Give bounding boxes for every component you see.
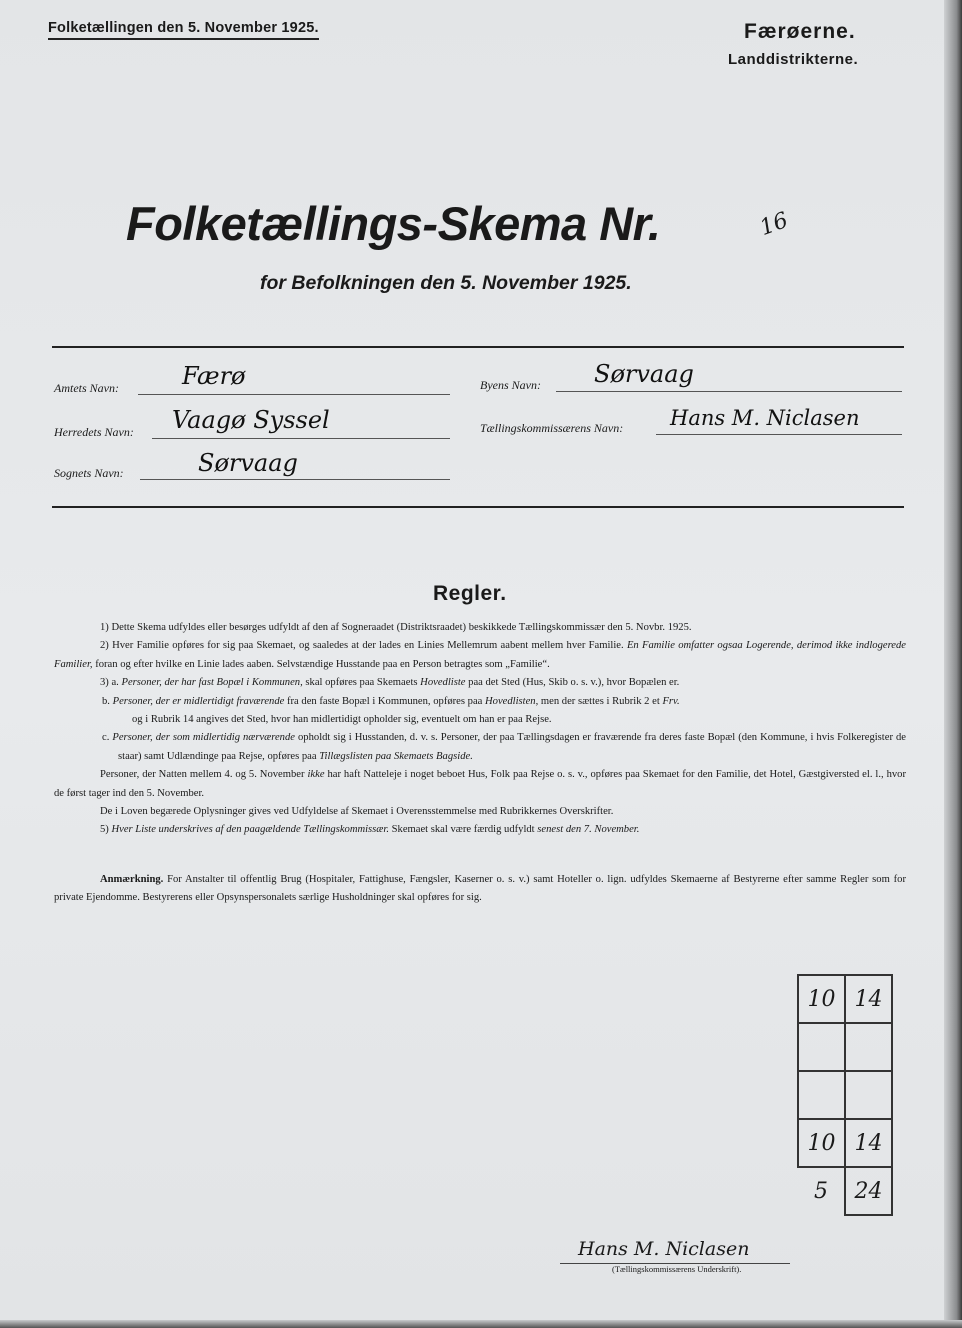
annotation-note: Anmærkning. For Anstalter til offentlig Brug (Hospitaler, Fattighuse, Fængsler, Kaserner o. s. v.) samt Hoteller o. lign. udfyldes Skemaerne af Bestyrerne efter samme Regler som for private Ejendomme. Bestyrerens eller Opsynspersonalets særlige Husholdninger skal opføres for sig. xyxy=(54,874,906,904)
amt-value: Færø xyxy=(182,362,246,390)
header-district: Landdistrikterne. xyxy=(728,51,859,68)
rule-3d: Personer, der Natten mellem 4. og 5. November ikke har haft Natteleje i noget beboet Hus, Folk paa Rejse o. s. v., opføres paa Skemaet for den Familie, det Hotel, Gæstgiversted el. l., hvor de først tager ind den 5. November. xyxy=(54,769,906,799)
tally-cell: 10 xyxy=(798,975,845,1023)
rules-heading: Regler. xyxy=(433,582,507,605)
by-value: Sørvaag xyxy=(594,360,694,388)
rule-2: 2) Hver Familie opføres for sig paa Skemaet, og saaledes at der lades en Linies Mellemrum aabent mellem hver Familie. En Familie omfatter ogsaa Logerende, derimod ikke indlogerede Familier, foran og efter hvilke en Linie lades aaben. Selvstændige Husstande paa en Person betragtes som „Familie“. xyxy=(54,640,906,670)
tally-cell: 24 xyxy=(845,1167,892,1215)
rule-1: 1) Dette Skema udfyldes eller besørges udfyldt af den af Sogneraadet (Distriktsraadet) beskikkede Tællingskommissær den 5. Novbr. 1925. xyxy=(100,622,692,633)
header-region: Færøerne. xyxy=(744,20,856,43)
rule-3a: 3) a. Personer, der har fast Bopæl i Kommunen, skal opføres paa Skemaets Hovedliste paa det Sted (Hus, Skib o. s. v.), hvor Bopælen er. xyxy=(100,677,680,689)
tally-cell xyxy=(798,1023,845,1071)
kommissaer-line xyxy=(656,434,902,435)
amt-label: Amtets Navn: xyxy=(54,381,119,395)
herred-line xyxy=(152,438,450,439)
signature-caption: (Tællingskommissærens Underskrift). xyxy=(612,1264,742,1274)
rule-5: 5) Hver Liste underskrives af den paagældende Tællingskommissær. Skemaet skal være færdig udfyldt senest den 7. November. xyxy=(100,824,640,836)
tally-cell: 10 xyxy=(798,1119,845,1167)
by-line xyxy=(556,391,902,392)
form-number-handwritten: 16 xyxy=(756,207,792,242)
tally-cell: 14 xyxy=(845,1119,892,1167)
form-subtitle: for Befolkningen den 5. November 1925. xyxy=(260,272,632,294)
sogn-label: Sognets Navn: xyxy=(54,466,124,480)
by-label: Byens Navn: xyxy=(480,378,541,392)
divider-bottom xyxy=(52,506,904,508)
sogn-line xyxy=(140,479,450,480)
page-edge-shadow xyxy=(944,0,962,1328)
tally-cell xyxy=(845,1071,892,1119)
kommissaer-value: Hans M. Niclasen xyxy=(670,406,860,430)
tally-cell xyxy=(845,1023,892,1071)
sogn-value: Sørvaag xyxy=(198,449,298,477)
rule-3b: b. Personer, der er midlertidigt fraværende fra den faste Bopæl i Kommunen, opføres paa Hovedlisten, men der sættes i Rubrik 2 et Frv. xyxy=(102,695,680,707)
rule-4: De i Loven begærede Oplysninger gives ved Udfyldelse af Skemaet i Overensstemmelse med Rubrikkernes Overskrifter. xyxy=(100,806,614,818)
rule-3b-cont: og i Rubrik 14 angives det Sted, hvor han midlertidigt opholder sig, eventuelt om han er paa Rejse. xyxy=(132,714,552,726)
herred-label: Herredets Navn: xyxy=(54,425,134,439)
tally-cell: 14 xyxy=(845,975,892,1023)
tally-cell xyxy=(798,1071,845,1119)
divider-top xyxy=(52,346,904,348)
signature-handwritten: Hans M. Niclasen xyxy=(578,1238,750,1260)
page-bottom-edge xyxy=(0,1320,962,1328)
kommissaer-label: Tællingskommissærens Navn: xyxy=(480,421,624,435)
herred-value: Vaagø Syssel xyxy=(172,406,330,434)
tally-cell: 5 xyxy=(798,1167,845,1215)
header-census-date: Folketællingen den 5. November 1925. xyxy=(48,20,319,40)
rule-3c: c. Personer, der som midlertidig nærværende opholdt sig i Husstanden, d. v. s. Personer, der paa Tællingsdagen er fraværende fra deres faste Bopæl (den Kommune, i hvis Folkeregister de staar) samt Udlændinge paa Rejse, opføres paa Tillægslisten paa Skemaets Bagside. xyxy=(102,732,906,762)
tally-grid xyxy=(797,974,893,1216)
amt-line xyxy=(138,394,450,395)
rules-list xyxy=(54,619,906,840)
form-title: Folketællings-Skema Nr. xyxy=(126,197,661,250)
